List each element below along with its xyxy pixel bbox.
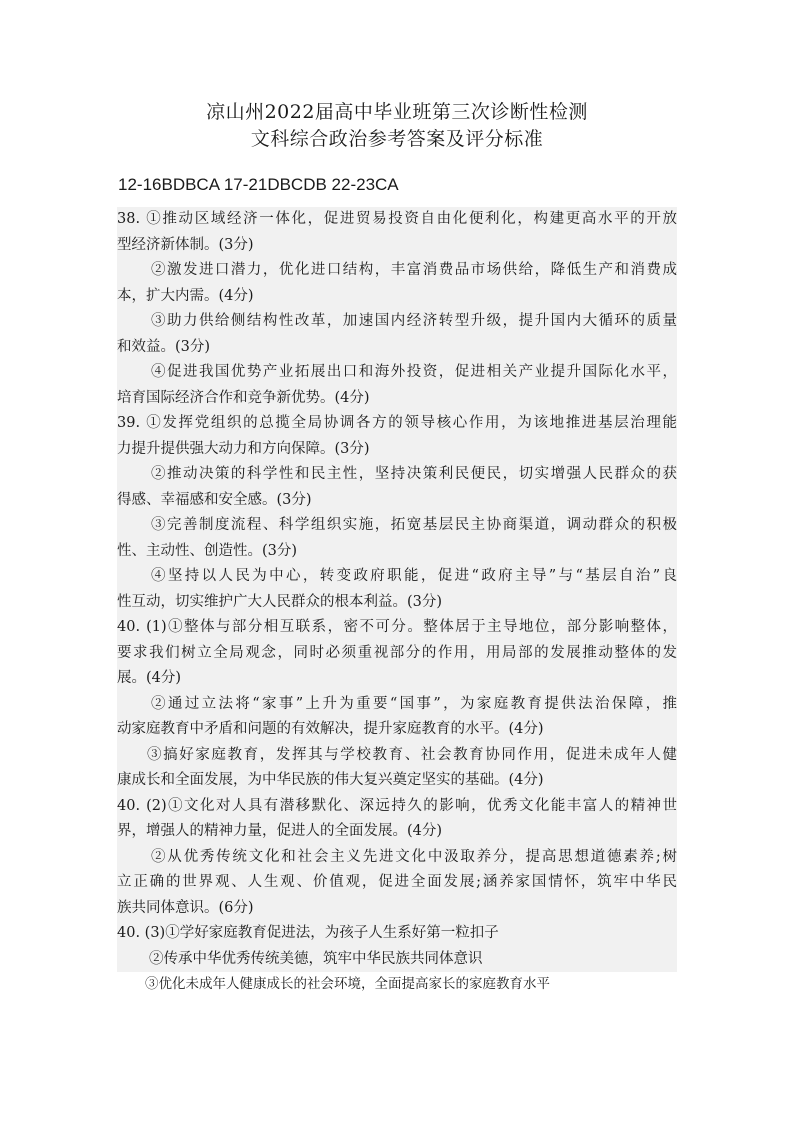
answer-line: 39. ①发挥党组织的总揽全局协调各方的领导核心作用，为该地推进基层治理能: [117, 411, 677, 437]
title-block: [0, 99, 794, 153]
answer-line: 立正确的世界观、人生观、价值观，促进全面发展;涵养家国情怀，筑牢中华民: [117, 870, 677, 896]
answer-line: 培育国际经济合作和竞争新优势。(4分): [117, 386, 677, 412]
answer-line: 族共同体意识。(6分): [117, 896, 677, 922]
document-subtitle: 文科综合政治参考答案及评分标准: [250, 128, 544, 150]
answer-line: 界，增强人的精神力量，促进人的全面发展。(4分): [117, 819, 677, 845]
answer-line: 40. (2)①文化对人具有潜移默化、深远持久的影响，优秀文化能丰富人的精神世: [117, 794, 677, 820]
answer-line: 力提升提供强大动力和方向保障。(3分): [117, 437, 677, 463]
answer-line: ③搞好家庭教育，发挥其与学校教育、社会教育协同作用，促进未成年人健: [117, 743, 677, 769]
answer-line: ③助力供给侧结构性改革，加速国内经济转型升级，提升国内大循环的质量: [117, 309, 677, 335]
answer-line: ②从优秀传统文化和社会主义先进文化中汲取养分，提高思想道德素养;树: [117, 845, 677, 871]
answer-line: 本，扩大内需。(4分): [117, 284, 677, 310]
answer-line: ④坚持以人民为中心，转变政府职能，促进“政府主导”与“基层自治”良: [117, 564, 677, 590]
answer-line: 40. (3)①学好家庭教育促进法，为孩子人生系好第一粒扣子: [117, 921, 677, 947]
answer-line: ③优化未成年人健康成长的社会环境，全面提高家长的家庭教育水平: [145, 976, 550, 992]
answer-line: 得感、幸福感和安全感。(3分): [117, 488, 677, 514]
answer-line: ④促进我国优势产业拓展出口和海外投资，促进相关产业提升国际化水平，: [117, 360, 677, 386]
answer-line: ②推动决策的科学性和民主性，坚持决策利民便民，切实增强人民群众的获: [117, 462, 677, 488]
answer-line: 性互动，切实维护广大人民群众的根本利益。(3分): [117, 590, 677, 616]
answer-line: 38. ①推动区域经济一体化，促进贸易投资自由化便利化，构建更高水平的开放: [117, 207, 677, 233]
answer-line: 40. (1)①整体与部分相互联系，密不可分。整体居于主导地位，部分影响整体，: [117, 615, 677, 641]
answer-line: 和效益。(3分): [117, 335, 677, 361]
answer-body: [117, 207, 677, 998]
answer-line: 展。(4分): [117, 666, 677, 692]
answer-line: 性、主动性、创造性。(3分): [117, 539, 677, 565]
choice-answers: 12-16BDBCA 17-21DBCDB 22-23CA: [118, 175, 399, 194]
answer-line: ③完善制度流程、科学组织实施，拓宽基层民主协商渠道，调动群众的积极: [117, 513, 677, 539]
answer-line: 型经济新体制。(3分): [117, 233, 677, 259]
answer-line: 康成长和全面发展，为中华民族的伟大复兴奠定坚实的基础。(4分): [117, 768, 677, 794]
answer-line: 动家庭教育中矛盾和问题的有效解决，提升家庭教育的水平。(4分): [117, 717, 677, 743]
answer-line: 要求我们树立全局观念，同时必须重视部分的作用，用局部的发展推动整体的发: [117, 641, 677, 667]
document-title: 凉山州2022届高中毕业班第三次诊断性检测: [206, 101, 588, 123]
answer-line: ②通过立法将“家事”上升为重要“国事”，为家庭教育提供法治保障，推: [117, 692, 677, 718]
answer-line: ②激发进口潜力，优化进口结构，丰富消费品市场供给，降低生产和消费成: [117, 258, 677, 284]
answer-line: ②传承中华优秀传统美德，筑牢中华民族共同体意识: [117, 947, 677, 973]
